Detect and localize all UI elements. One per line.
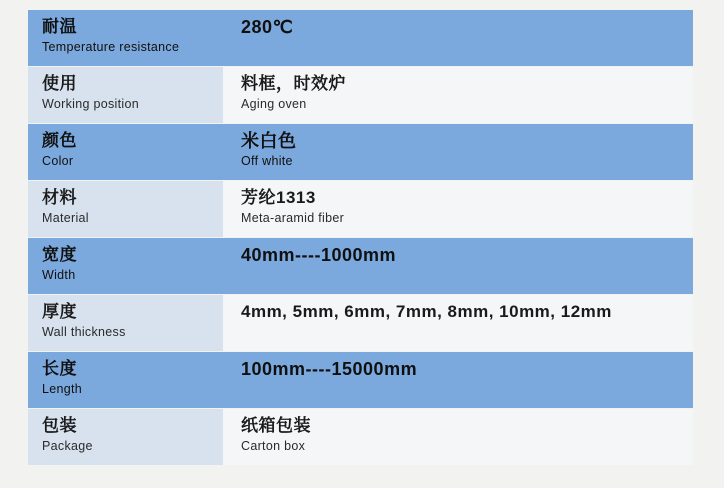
table-row [28,181,693,237]
spec-label-cell [28,181,223,237]
spec-label-cell [28,295,223,351]
spec-value-cn: 料框，时效炉 [241,74,346,93]
spec-value-cell [223,238,693,294]
spec-label-en: Width [42,268,76,282]
spec-label-cn: 包装 [42,416,77,435]
spec-value-cn: 4mm, 5mm, 6mm, 7mm, 8mm, 10mm, 12mm [241,302,612,321]
spec-value-en: Off white [241,154,293,168]
table-row [28,295,693,351]
spec-label-cn: 耐温 [42,17,77,36]
spec-label-en: Material [42,211,89,225]
spec-label-en: Wall thickness [42,325,126,339]
spec-label-cell [28,409,223,465]
spec-value-cell [223,295,693,351]
specification-table [28,10,693,466]
table-row [28,10,693,66]
spec-value-cn: 40mm----1000mm [241,245,397,265]
spec-value-cell [223,409,693,465]
spec-label-en: Length [42,382,83,396]
spec-value-cn: 米白色 [241,131,297,151]
table-row [28,352,693,408]
spec-label-en: Temperature resistance [42,40,180,54]
spec-value-cell [223,124,693,180]
spec-value-cn: 芳纶1313 [241,188,316,207]
spec-value-en: Aging oven [241,97,307,111]
table-row [28,67,693,123]
spec-label-cell [28,124,223,180]
spec-label-en: Color [42,154,74,168]
spec-label-cell [28,10,223,66]
spec-value-cell [223,67,693,123]
spec-value-cn: 纸箱包装 [241,416,311,435]
table-row [28,409,693,465]
spec-value-cn: 100mm----15000mm [241,359,418,379]
spec-label-cell [28,352,223,408]
spec-label-cn: 颜色 [42,131,77,150]
spec-label-cell [28,238,223,294]
spec-label-cn: 长度 [42,359,77,378]
spec-value-en: Meta-aramid fiber [241,211,345,225]
spec-value-cell [223,352,693,408]
spec-label-cn: 宽度 [42,245,77,264]
table-row [28,124,693,180]
spec-label-en: Working position [42,97,139,111]
table-row [28,238,693,294]
spec-label-cn: 厚度 [42,302,77,321]
spec-value-cell [223,181,693,237]
spec-label-cn: 材料 [42,188,77,207]
spec-value-cn: 280℃ [241,17,294,37]
spec-label-cell [28,67,223,123]
spec-label-cn: 使用 [42,74,77,93]
spec-value-cell [223,10,693,66]
spec-value-en: Carton box [241,439,306,453]
spec-label-en: Package [42,439,93,453]
